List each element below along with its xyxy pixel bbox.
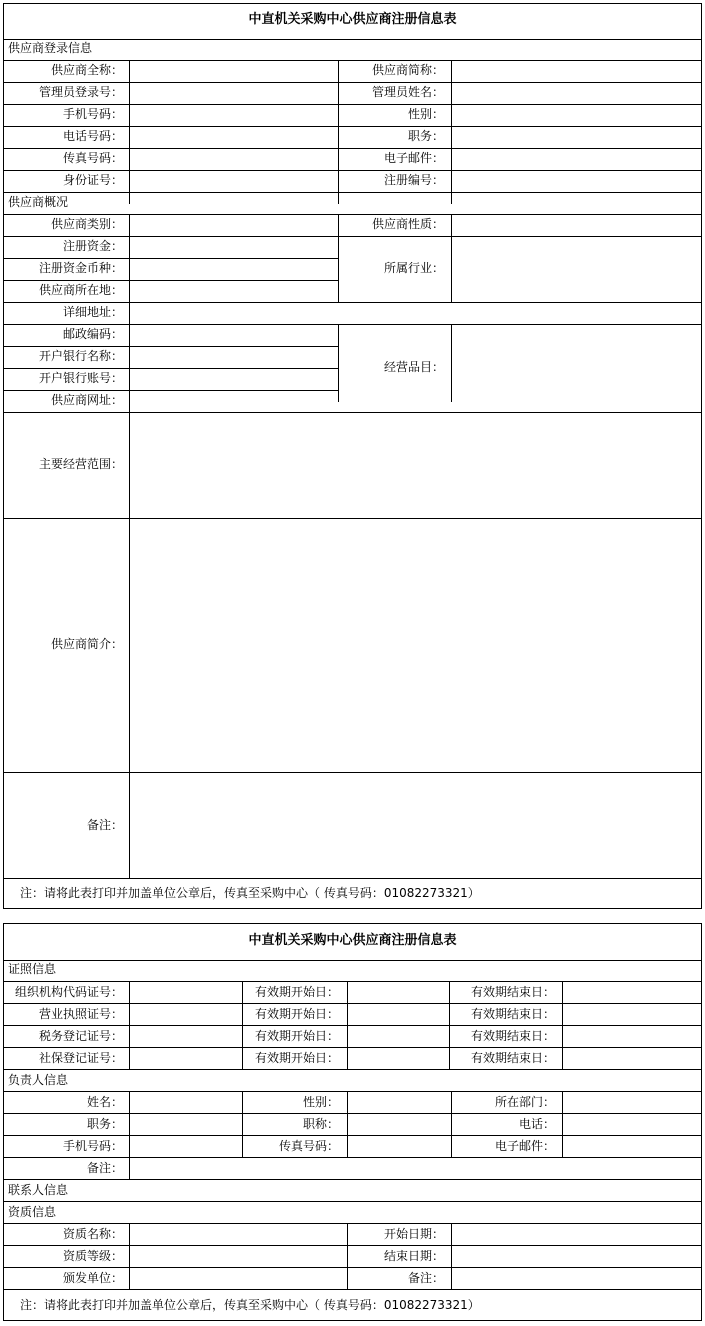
mobile-field[interactable] — [130, 104, 337, 124]
label-bank-name: 开户银行名称： — [38, 349, 123, 363]
label-qual-level: 资质等级： — [62, 1249, 123, 1263]
section-overview: 供应商概况 — [8, 195, 69, 209]
label-category: 供应商类别： — [50, 217, 123, 231]
biz-license-start-field[interactable] — [348, 1004, 448, 1024]
label-full-name: 供应商全称： — [50, 63, 123, 77]
gender-field[interactable] — [452, 104, 700, 124]
label-postcode: 邮政编码： — [62, 327, 123, 341]
label-qual-remark: 备注： — [407, 1271, 444, 1285]
label-principal-title: 职称： — [302, 1117, 339, 1131]
label-principal-department: 所在部门： — [494, 1095, 555, 1109]
admin-name-field[interactable] — [452, 82, 700, 102]
products-field[interactable] — [452, 324, 700, 402]
social-sec-end-field[interactable] — [563, 1048, 700, 1068]
biz-license-end-field[interactable] — [563, 1004, 700, 1024]
label-social-sec-end: 有效期结束日： — [470, 1051, 555, 1065]
label-location: 供应商所在地： — [38, 283, 123, 297]
label-principal-remark: 备注： — [86, 1161, 123, 1175]
principal-position-field[interactable] — [130, 1114, 240, 1134]
label-social-sec: 社保登记证号： — [38, 1051, 123, 1065]
short-name-field[interactable] — [452, 60, 700, 80]
label-currency: 注册资金币种： — [38, 261, 123, 275]
reg-number-field[interactable] — [452, 170, 700, 190]
label-tax-reg: 税务登记证号： — [38, 1029, 123, 1043]
principal-name-field[interactable] — [130, 1092, 240, 1112]
social-sec-start-field[interactable] — [348, 1048, 448, 1068]
label-issuer: 颁发单位： — [62, 1271, 123, 1285]
label-end-date: 结束日期： — [383, 1249, 444, 1263]
label-intro: 供应商简介： — [50, 637, 123, 651]
social-sec-field[interactable] — [130, 1048, 240, 1068]
website-field[interactable] — [130, 390, 337, 410]
form2-title: 中直机关采购中心供应商注册信息表 — [248, 933, 457, 948]
label-org-code-end: 有效期结束日： — [470, 985, 555, 999]
section-contact-info: 联系人信息 — [8, 1183, 69, 1197]
form1-title: 中直机关采购中心供应商注册信息表 — [248, 12, 457, 27]
label-email: 电子邮件： — [383, 151, 444, 165]
label-social-sec-start: 有效期开始日： — [254, 1051, 339, 1065]
principal-fax-field[interactable] — [348, 1136, 448, 1156]
intro-field[interactable] — [130, 518, 700, 770]
label-fax: 传真号码： — [62, 151, 123, 165]
section-qualification-info: 资质信息 — [8, 1205, 57, 1219]
label-remark: 备注： — [86, 818, 123, 832]
label-principal-phone: 电话： — [518, 1117, 555, 1131]
label-org-code-start: 有效期开始日： — [254, 985, 339, 999]
remark-field[interactable] — [130, 772, 700, 876]
location-field[interactable] — [130, 280, 337, 300]
scope-field[interactable] — [130, 412, 700, 516]
start-date-field[interactable] — [452, 1224, 700, 1244]
tax-reg-field[interactable] — [130, 1026, 240, 1046]
label-phone: 电话号码： — [62, 129, 123, 143]
label-principal-fax: 传真号码： — [278, 1139, 339, 1153]
currency-field[interactable] — [130, 258, 337, 278]
form1-footer-note: 注：请将此表打印并加盖单位公章后，传真至采购中心（ 传真号码：01082273321） — [20, 886, 480, 900]
principal-remark-field[interactable] — [130, 1158, 700, 1178]
label-tax-reg-end: 有效期结束日： — [470, 1029, 555, 1043]
category-field[interactable] — [130, 214, 337, 234]
section-principal-info: 负责人信息 — [8, 1073, 69, 1087]
qual-level-field[interactable] — [130, 1246, 345, 1266]
label-industry: 所属行业： — [383, 261, 444, 275]
address-field[interactable] — [130, 302, 700, 322]
principal-email-field[interactable] — [563, 1136, 700, 1156]
label-biz-license-start: 有效期开始日： — [254, 1007, 339, 1021]
tax-reg-start-field[interactable] — [348, 1026, 448, 1046]
label-start-date: 开始日期： — [383, 1227, 444, 1241]
id-number-field[interactable] — [130, 170, 337, 190]
nature-field[interactable] — [452, 214, 700, 234]
label-website: 供应商网址： — [50, 393, 123, 407]
fax-field[interactable] — [130, 148, 337, 168]
label-bank-account: 开户银行账号： — [38, 371, 123, 385]
org-code-field[interactable] — [130, 982, 240, 1002]
label-position: 职务： — [407, 129, 444, 143]
label-principal-email: 电子邮件： — [494, 1139, 555, 1153]
label-principal-gender: 性别： — [302, 1095, 339, 1109]
label-qual-name: 资质名称： — [62, 1227, 123, 1241]
full-name-field[interactable] — [130, 60, 337, 80]
label-admin-name: 管理员姓名： — [371, 85, 444, 99]
org-code-end-field[interactable] — [563, 982, 700, 1002]
tax-reg-end-field[interactable] — [563, 1026, 700, 1046]
issuer-field[interactable] — [130, 1268, 345, 1288]
principal-department-field[interactable] — [563, 1092, 700, 1112]
email-field[interactable] — [452, 148, 700, 168]
label-nature: 供应商性质： — [371, 217, 444, 231]
label-principal-mobile: 手机号码： — [62, 1139, 123, 1153]
label-reg-number: 注册编号： — [383, 173, 444, 187]
org-code-start-field[interactable] — [348, 982, 448, 1002]
label-biz-license-end: 有效期结束日： — [470, 1007, 555, 1021]
phone-field[interactable] — [130, 126, 337, 146]
label-tax-reg-start: 有效期开始日： — [254, 1029, 339, 1043]
form2-footer-note: 注：请将此表打印并加盖单位公章后，传真至采购中心（ 传真号码：01082273321） — [20, 1298, 480, 1312]
label-principal-name: 姓名： — [86, 1095, 123, 1109]
bank-name-field[interactable] — [130, 346, 337, 366]
label-admin-login: 管理员登录号： — [38, 85, 123, 99]
admin-login-field[interactable] — [130, 82, 337, 102]
label-id-number: 身份证号： — [62, 173, 123, 187]
section-cert-info: 证照信息 — [8, 962, 57, 976]
label-products: 经营品目： — [383, 360, 444, 374]
label-biz-license: 营业执照证号： — [38, 1007, 123, 1021]
end-date-field[interactable] — [452, 1246, 700, 1266]
biz-license-field[interactable] — [130, 1004, 240, 1024]
industry-field[interactable] — [452, 236, 700, 300]
principal-gender-field[interactable] — [348, 1092, 448, 1112]
label-scope: 主要经营范围： — [38, 457, 123, 471]
principal-title-field[interactable] — [348, 1114, 448, 1134]
principal-phone-field[interactable] — [563, 1114, 700, 1134]
label-org-code: 组织机构代码证号： — [14, 985, 123, 999]
label-mobile: 手机号码： — [62, 107, 123, 121]
qual-remark-field[interactable] — [452, 1268, 700, 1288]
postcode-field[interactable] — [130, 324, 337, 344]
label-gender: 性别： — [407, 107, 444, 121]
label-capital: 注册资金： — [62, 239, 123, 253]
qual-name-field[interactable] — [130, 1224, 345, 1244]
position-field[interactable] — [452, 126, 700, 146]
principal-mobile-field[interactable] — [130, 1136, 240, 1156]
capital-field[interactable] — [130, 236, 337, 256]
section-login-info: 供应商登录信息 — [8, 41, 93, 55]
bank-account-field[interactable] — [130, 368, 337, 388]
label-short-name: 供应商简称： — [371, 63, 444, 77]
label-principal-position: 职务： — [86, 1117, 123, 1131]
label-address: 详细地址： — [62, 305, 123, 319]
